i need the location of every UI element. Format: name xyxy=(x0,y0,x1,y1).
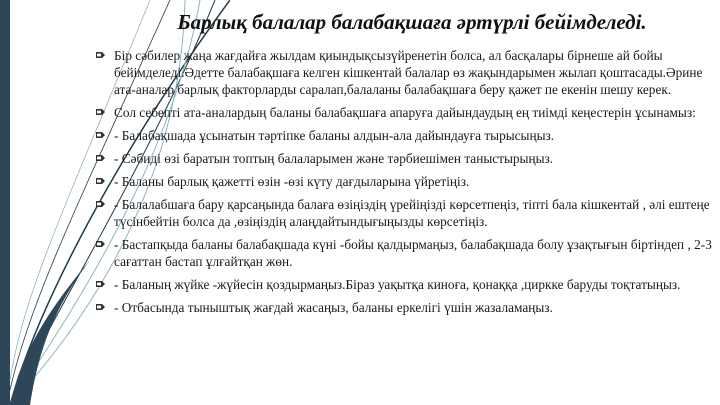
bullet-text: - Балабақшада ұсынатын тәртіпке баланы алдын-ала дайындауға тырысыңыз. xyxy=(114,128,555,143)
list-item xyxy=(96,196,714,230)
pointing-hand-icon xyxy=(96,108,105,116)
list-item xyxy=(96,104,714,121)
bullet-text: - Сәбиді өзі баратын топтың балаларымен және тәрбиешімен таныстырыңыз. xyxy=(114,151,554,166)
pointing-hand-icon xyxy=(96,280,105,288)
bullet-list xyxy=(96,47,714,322)
bullet-text: - Баланың жүйке -жүйесін қоздырмаңыз.Біраз уақытқа киноға, қонаққа ,циркке баруды тоқтатыңыз. xyxy=(114,277,681,292)
bullet-text: - Балалабшаға бару қарсаңында балаға өзіңіздің үрейіңізді көрсетпеңіз, тіпті бала кішкентай , әлі ештеңе түсінбейтін болса да ,өзіңіздің алаңдайтындығыңызды көрсетіңіз. xyxy=(114,197,710,229)
list-item xyxy=(96,173,714,190)
list-item xyxy=(96,150,714,167)
list-item xyxy=(96,236,714,270)
pointing-hand-icon xyxy=(96,303,105,311)
pointing-hand-icon xyxy=(96,200,105,208)
list-item xyxy=(96,276,714,293)
list-item xyxy=(96,47,714,98)
pointing-hand-icon xyxy=(96,240,105,248)
bullet-text: - Отбасында тыныштық жағдай жасаңыз, баланы еркелігі үшін жазаламаңыз. xyxy=(114,300,553,315)
pointing-hand-icon xyxy=(96,154,105,162)
pointing-hand-icon xyxy=(96,177,105,185)
list-item xyxy=(96,127,714,144)
pointing-hand-icon xyxy=(96,51,105,59)
bullet-text: - Бастапқыда баланы балабақшада күні -бойы қалдырмаңыз, балабақшада болу ұзақтығын біртіндеп , 2-3 сағаттан бастап ұлғайтқан жөн. xyxy=(114,237,712,269)
bullet-text: Бір сәбилер жаңа жағдайға жылдам қиындықсызүйренетін болса, ал басқалары бірнеше ай бойы бейімделеді.Әдетте балабақшаға келген кішкентай балалар өз жақындарымен жылап қоштасады.Әрине ата-аналар барлық факторларды саралап,балаланы балабақшаға беру қажет пе екенін шешу керек. xyxy=(114,48,703,97)
pointing-hand-icon xyxy=(96,131,105,139)
bullet-text: Сол себепті ата-аналардың баланы балабақшаға апаруға дайындаудың ең тиімді кеңестерін ұсынамыз: xyxy=(114,105,696,120)
list-item xyxy=(96,299,714,316)
slide-title: Барлық балалар балабақшаға әртүрлі бейімделеді. xyxy=(177,10,647,34)
bullet-text: - Баланы барлық қажетті өзін -өзі күту дағдыларына үйретіңіз. xyxy=(114,174,470,189)
